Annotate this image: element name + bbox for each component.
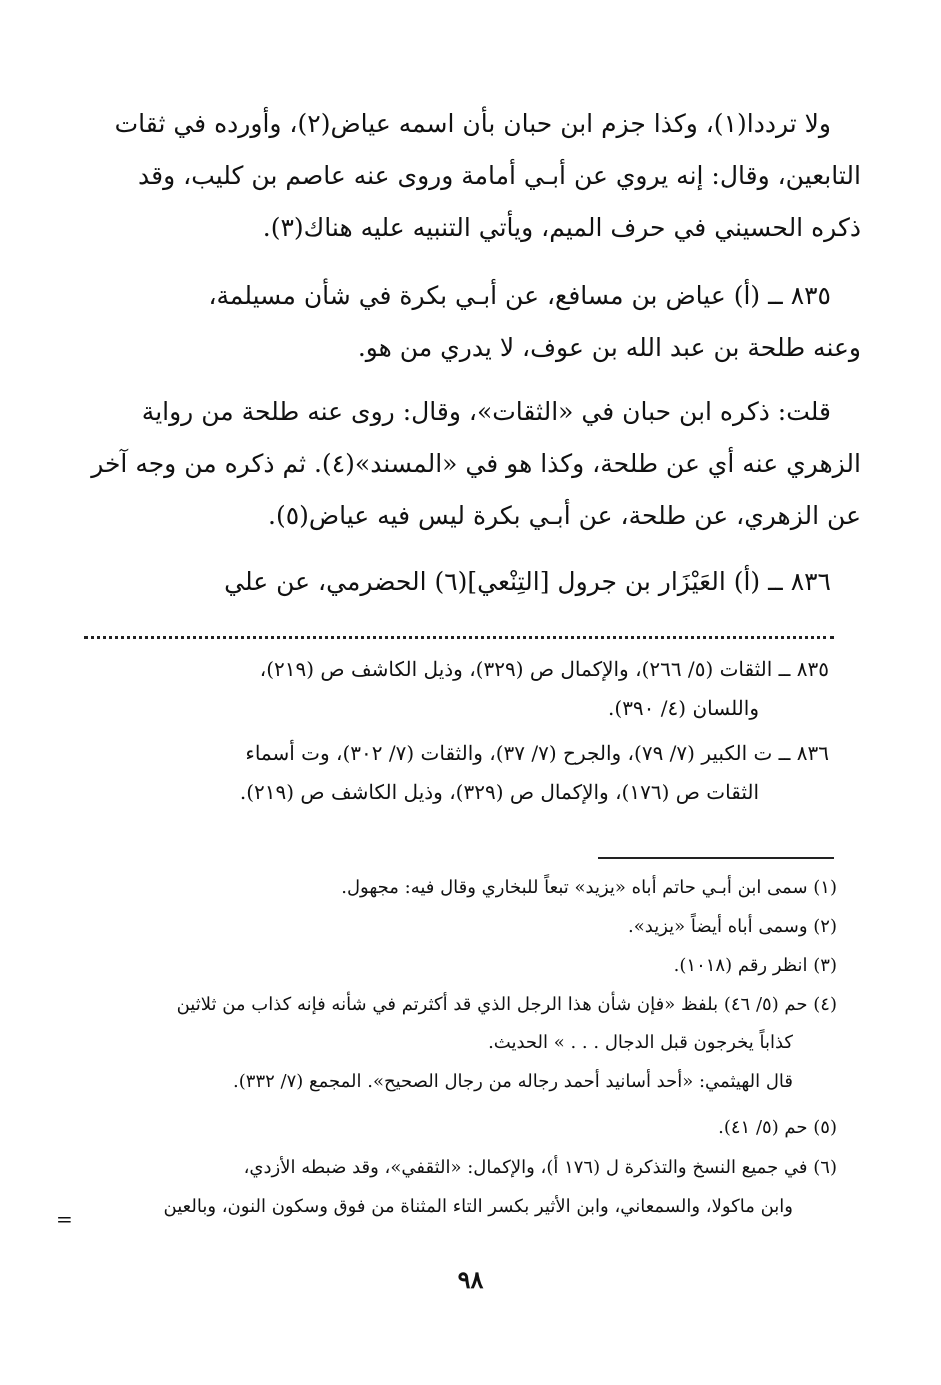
- text-line: قلت: ذكره ابن حبان في «الثقات»، وقال: روى عنه طلحة من رواية: [141, 397, 831, 426]
- text-line: (١) سمى ابن أبـي حاتم أباه «يزيد» تبعاً للبخاري وقال فيه: مجهول.: [341, 877, 837, 898]
- entry-836: [82, 556, 831, 612]
- text-line: ذكره الحسيني في حرف الميم، ويأتي التنبيه عليه هناك(٣).: [262, 213, 861, 242]
- footnote-rule: [598, 857, 834, 859]
- footnote-5: [84, 1108, 837, 1147]
- text-line: (٤) حم (٥/ ٤٦) بلفظ «فإن شأن هذا الرجل الذي قد أكثرتم في شأنه فإنه كذاب من ثلاثين: [176, 994, 837, 1015]
- footnote-1: [84, 868, 837, 907]
- text-line: التابعين، وقال: إنه يروي عن أبـي أمامة وروى عنه عاصم بن كليب، وقد: [138, 161, 861, 190]
- text-line: ٨٣٥ ــ (أ) عياض بن مسافع، عن أبـي بكرة في شأن مسيلمة،: [208, 281, 831, 310]
- text-line: (٣) انظر رقم (١٠١٨).: [673, 955, 837, 976]
- text-line: وعنه طلحة بن عبد الله بن عوف، لا يدري من هو.: [357, 333, 861, 362]
- reference-835: [84, 650, 829, 730]
- text-line: ٨٣٥ ــ الثقات (٥/ ٢٦٦)، والإكمال ص (٣٢٩)، وذيل الكاشف ص (٢١٩)،: [259, 657, 829, 681]
- text-line: (٥) حم (٥/ ٤١).: [718, 1117, 837, 1138]
- text-line: وابن ماكولا، والسمعاني، وابن الأثير بكسر التاء المثناة من فوق وسكون النون، وبالعين: [163, 1196, 793, 1217]
- footnote-4: [84, 985, 837, 1103]
- text-line: ولا ترددا(١)، وكذا جزم ابن حبان بأن اسمه عياض(٢)، وأورده في ثقات: [114, 109, 831, 138]
- footnote-3: [84, 946, 837, 985]
- text-line: (٢) وسمى أباه أيضاً «يزيد».: [628, 916, 837, 937]
- text-line: كذاباً يخرجون قبل الدجال . . . » الحديث.: [488, 1032, 793, 1053]
- text-line: (٦) في جميع النسخ والتذكرة ل (١٧٦ أ)، والإكمال: «الثقفي»، وقد ضبطه الأزدي،: [243, 1157, 837, 1178]
- text-line: واللسان (٤/ ٣٩٠).: [608, 696, 759, 720]
- text-line: ٨٣٦ ــ (أ) العَيْزَار بن جرول [التِنْعي](٦) الحضرمي، عن علي: [224, 567, 831, 596]
- reference-836: [84, 734, 829, 814]
- footnote-2: [84, 907, 837, 946]
- text-line: ٨٣٦ ــ ت الكبير (٧/ ٧٩)، والجرح (٧/ ٣٧)، والثقات (٧/ ٣٠٢)، وت أسماء: [245, 741, 829, 765]
- continuation-mark: =: [56, 1207, 73, 1231]
- text-line: الثقات ص (١٧٦)، والإكمال ص (٣٢٩)، وذيل الكاشف ص (٢١٩).: [239, 780, 759, 804]
- page-number: ٩٨: [457, 1265, 484, 1294]
- footnote-6: [84, 1148, 837, 1226]
- entry-835: [82, 270, 861, 380]
- text-line: الزهري عنه أي عن طلحة، وكذا هو في «المسند»(٤). ثم ذكره من وجه آخر: [91, 449, 861, 478]
- text-line: قال الهيثمي: «أحد أسانيد أحمد رجاله من رجال الصحيح». المجمع (٧/ ٣٣٢).: [233, 1071, 793, 1092]
- main-paragraph-1: [82, 98, 861, 258]
- text-line: عن الزهري، عن طلحة، عن أبـي بكرة ليس فيه عياض(٥).: [268, 501, 861, 530]
- dotted-separator: [84, 626, 834, 639]
- main-paragraph-qultu: [82, 386, 861, 546]
